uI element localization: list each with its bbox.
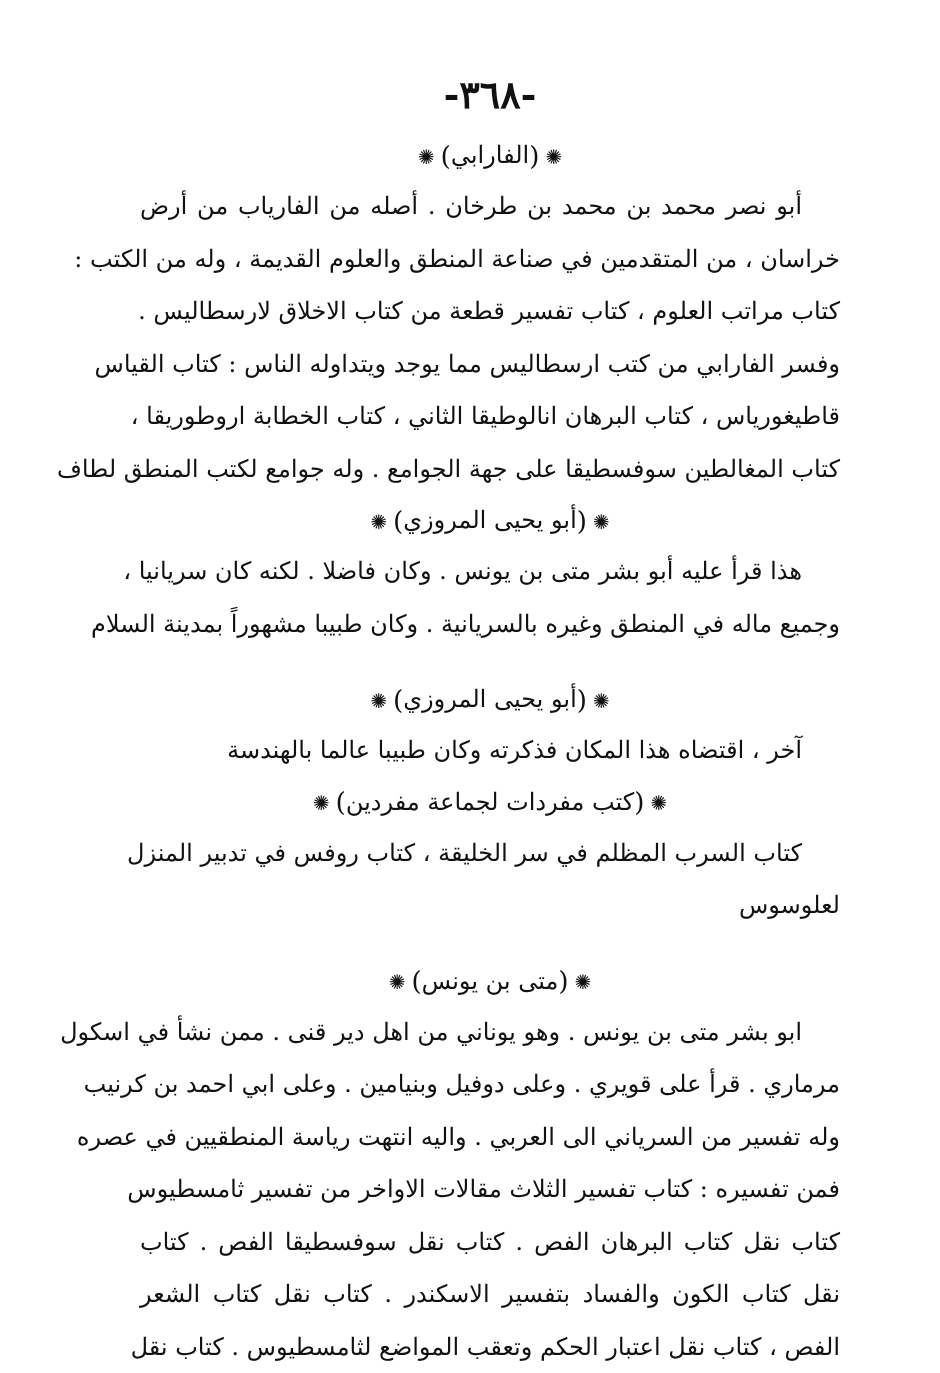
- spacer: [140, 650, 840, 674]
- section-heading-single-books: [140, 777, 840, 827]
- book-page: [140, 60, 840, 1320]
- text-line: قاطيغورياس ، كتاب البرهان انالوطيقا الثاني ، كتاب الخطابة اروطوريقا ،: [140, 390, 840, 443]
- text-line: وفسر الفارابي من كتب ارسطاليس مما يوجد ويتداوله الناس : كتاب القياس: [140, 338, 840, 391]
- ornament-icon: ✺: [370, 497, 387, 547]
- heading-text: متى بن يونس: [422, 967, 559, 995]
- text-line: الفص ، كتاب نقل اعتبار الحكم وتعقب المواضع لثامسطيوس . كتاب نقل: [140, 1321, 840, 1373]
- text-line: آخر ، اقتضاه هذا المكان فذكرته وكان طبيبا عالما بالهندسة: [140, 724, 840, 777]
- text-line: كتاب مراتب العلوم ، كتاب تفسير قطعة من كتاب الاخلاق لارسطاليس .: [140, 285, 840, 338]
- text-line: كتاب المغالطين سوفسطيقا على جهة الجوامع . وله جوامع لكتب المنطق لطاف: [140, 443, 840, 496]
- ornament-icon: ✺: [574, 957, 591, 1007]
- paren-close: ): [412, 957, 422, 1007]
- paren-open: (: [577, 497, 587, 547]
- heading-text: أبو يحيى المروزي: [403, 506, 576, 534]
- text-line: نقل كتاب الكون والفساد بتفسير الاسكندر . كتاب نقل كتاب الشعر: [140, 1268, 840, 1321]
- text-line: أبو نصر محمد بن محمد بن طرخان . أصله من الفارياب من أرض: [140, 180, 840, 233]
- section-heading-farabi: [140, 130, 840, 180]
- heading-text: الفارابي: [451, 141, 529, 169]
- text-line: فمن تفسيره : كتاب تفسير الثلاث مقالات الاواخر من تفسير ثامسطيوس: [140, 1163, 840, 1216]
- paren-close: ): [393, 676, 403, 726]
- text-line: خراسان ، من المتقدمين في صناعة المنطق والعلوم القديمة ، وله من الكتب :: [140, 233, 840, 286]
- text-line: كتاب نقل كتاب البرهان الفص . كتاب نقل سوفسطيقا الفص . كتاب: [140, 1216, 840, 1269]
- paren-close: ): [441, 132, 451, 182]
- ornament-icon: ✺: [593, 497, 610, 547]
- paren-close: ): [393, 497, 403, 547]
- ornament-icon: ✺: [389, 957, 406, 1007]
- section-heading-marwazi: [140, 495, 840, 545]
- heading-text: أبو يحيى المروزي: [403, 685, 576, 713]
- ornament-icon: ✺: [370, 676, 387, 726]
- ornament-icon: ✺: [650, 778, 667, 828]
- paren-close: ): [336, 778, 346, 828]
- ornament-icon: ✺: [313, 778, 330, 828]
- text-line: لعلوسوس: [140, 879, 840, 932]
- paren-open: (: [558, 957, 568, 1007]
- spacer: [140, 932, 840, 956]
- ornament-icon: ✺: [593, 676, 610, 726]
- text-line: مرماري . قرأ على قويري . وعلى دوفيل وبنيامين . وعلى ابي احمد بن كرنيب: [140, 1058, 840, 1111]
- section-heading-marwazi-2: [140, 674, 840, 724]
- text-line: وجميع ماله في المنطق وغيره بالسريانية . وكان طبيبا مشهوراً بمدينة السلام: [140, 598, 840, 651]
- text-line: وله تفسير من السرياني الى العربي . واليه انتهت رياسة المنطقيين في عصره: [140, 1111, 840, 1164]
- paren-open: (: [577, 676, 587, 726]
- ornament-icon: ✺: [418, 132, 435, 182]
- ornament-icon: ✺: [545, 132, 562, 182]
- heading-text: كتب مفردات لجماعة مفردين: [346, 788, 634, 816]
- text-line: هذا قرأ عليه أبو بشر متى بن يونس . وكان فاضلا . لكنه كان سريانيا ،: [140, 545, 840, 598]
- paren-open: (: [634, 778, 644, 828]
- text-line: ابو بشر متى بن يونس . وهو يوناني من اهل دير قنى . ممن نشأ في اسكول: [140, 1006, 840, 1059]
- paren-open: (: [529, 132, 539, 182]
- text-line: كتاب السرب المظلم في سر الخليقة ، كتاب روفس في تدبير المنزل: [140, 827, 840, 880]
- section-heading-matta: [140, 956, 840, 1006]
- page-number: -٣٦٨-: [140, 60, 840, 130]
